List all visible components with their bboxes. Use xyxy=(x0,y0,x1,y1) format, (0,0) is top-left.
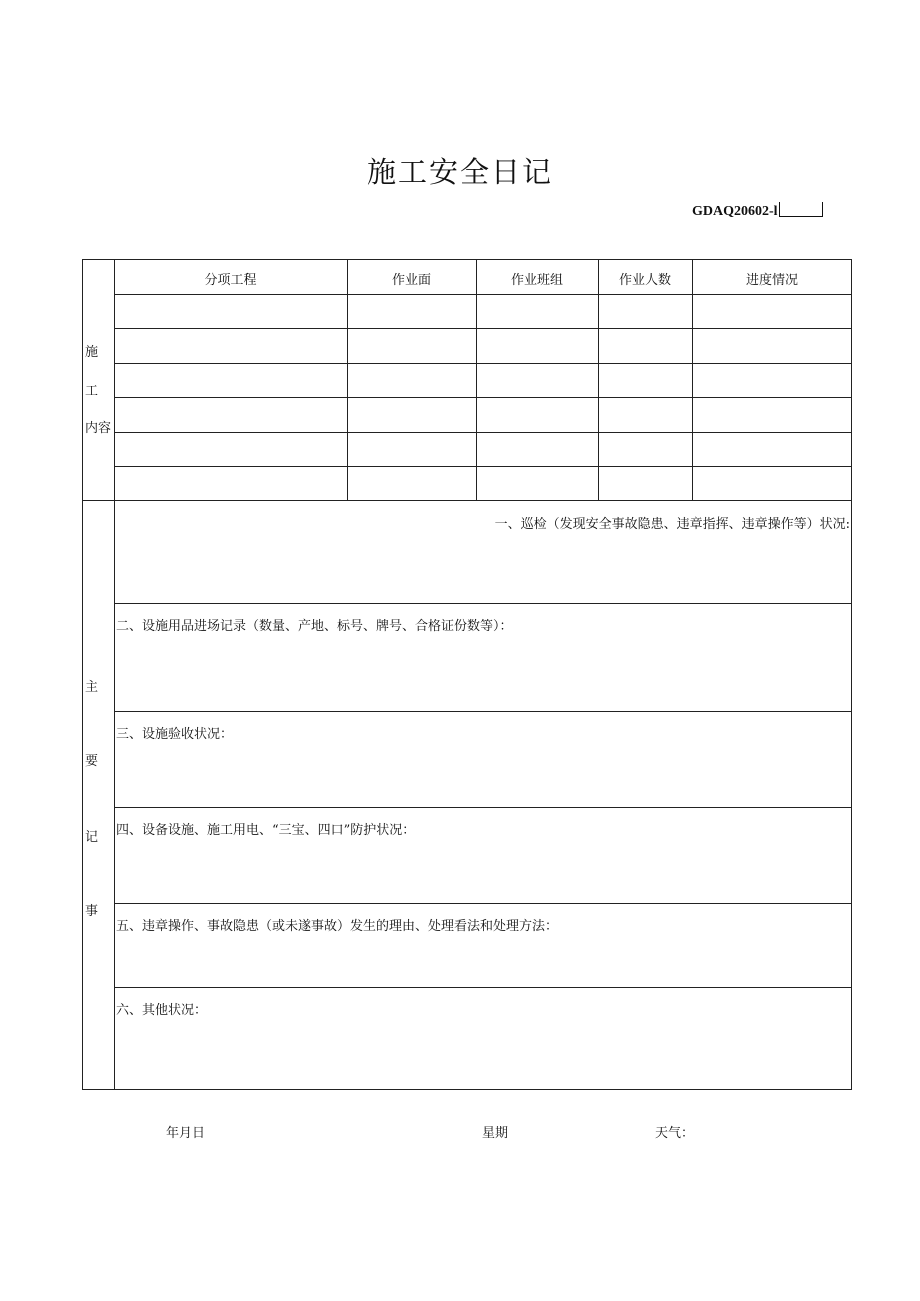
record-other: 六、其他状况： xyxy=(116,1003,208,1018)
record-divider xyxy=(114,603,852,604)
footer-date-label: 年月日 xyxy=(166,1126,206,1141)
safety-diary-form xyxy=(82,259,852,1090)
border-right xyxy=(851,259,852,1090)
construction-side-label-3: 内容 xyxy=(85,421,112,436)
row-line xyxy=(114,432,852,433)
row-line xyxy=(114,328,852,329)
column-header-headcount: 作业人数 xyxy=(618,273,671,288)
form-code-number-box[interactable] xyxy=(779,202,823,217)
record-patrol-inspection: 一、巡检（发现安全事故隐患、违章指挥、违章操作等）状况: xyxy=(494,517,850,532)
column-header-work-surface: 作业面 xyxy=(391,273,431,288)
record-materials-entry: 二、设施用品进场记录（数量、产地、标号、牌号、合格证份数等）： xyxy=(116,619,513,634)
record-divider xyxy=(114,903,852,904)
form-code-text: GDAQ20602-l xyxy=(692,204,778,219)
records-side-label-4: 事 xyxy=(85,904,99,919)
column-line xyxy=(598,259,599,501)
section-divider xyxy=(82,500,852,501)
row-line xyxy=(114,294,852,295)
records-side-label-3: 记 xyxy=(85,830,99,845)
form-code xyxy=(692,202,823,220)
construction-side-label-1: 施 xyxy=(85,345,99,360)
label-column-divider xyxy=(114,259,115,1090)
record-equipment-protection: 四、设备设施、施工用电、“三宝、四口”防护状况： xyxy=(116,823,416,838)
row-line xyxy=(114,363,852,364)
document-title: 施工安全日记 xyxy=(366,155,553,189)
records-side-label-2: 要 xyxy=(85,754,99,769)
construction-side-label-2: 工 xyxy=(85,384,99,399)
column-line xyxy=(476,259,477,501)
column-line xyxy=(347,259,348,501)
column-header-progress: 进度情况 xyxy=(745,273,798,288)
footer-weather-label: 天气： xyxy=(655,1126,695,1141)
record-divider xyxy=(114,987,852,988)
border-top xyxy=(82,259,852,260)
column-line xyxy=(692,259,693,501)
border-left xyxy=(82,259,83,1090)
records-side-label-1: 主 xyxy=(85,680,99,695)
border-bottom xyxy=(82,1089,852,1090)
column-header-work-team: 作业班组 xyxy=(510,273,563,288)
record-violations-hazards: 五、违章操作、事故隐患（或未遂事故）发生的理由、处理看法和处理方法： xyxy=(116,919,559,934)
row-line xyxy=(114,466,852,467)
row-line xyxy=(114,397,852,398)
record-divider xyxy=(114,807,852,808)
column-header-subproject: 分项工程 xyxy=(204,273,257,288)
footer-weekday-label: 星期 xyxy=(482,1126,509,1141)
record-facility-acceptance: 三、设施验收状况： xyxy=(116,727,234,742)
record-divider xyxy=(114,711,852,712)
